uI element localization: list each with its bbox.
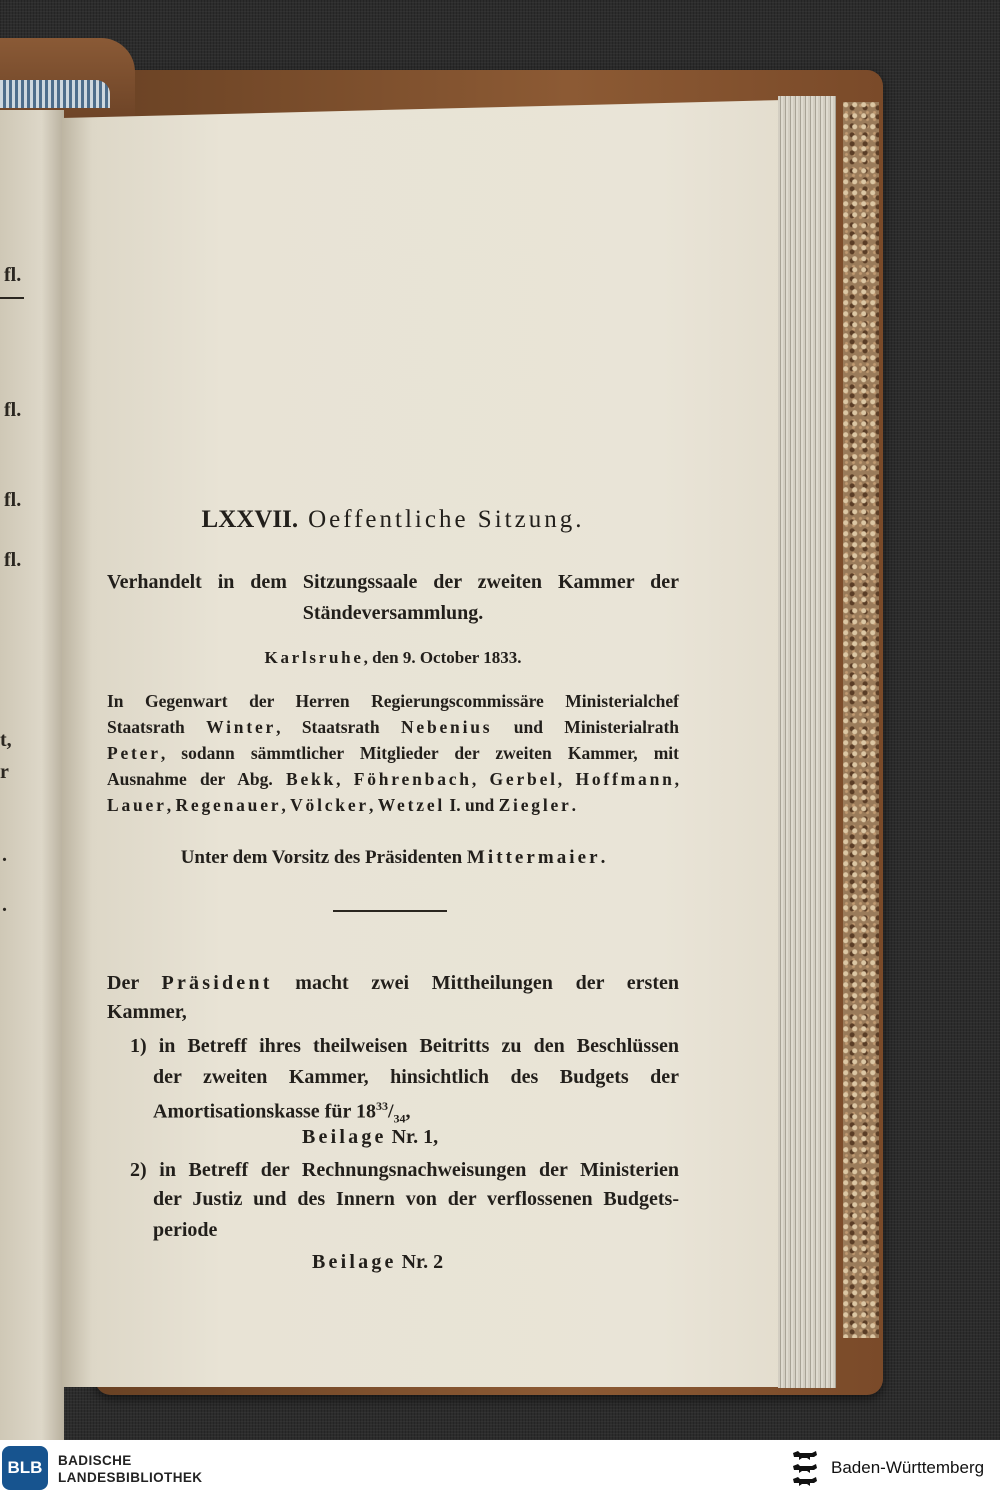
blb-logo: BLB [2, 1446, 48, 1490]
absent-name: Ziegler [498, 795, 572, 815]
place-date [107, 645, 679, 671]
attachment-word: Beilage [312, 1251, 397, 1273]
attendance-text: , sodann sämmtlicher Mitglieder der zweiten Kammer, mit [160, 743, 679, 763]
margin-mark: fl. [4, 549, 22, 571]
attendance-text: I. und [445, 795, 499, 815]
attendance-text: Ausnahme der Abg. [107, 769, 286, 789]
fund-text: Amortisationskasse für 18 [153, 1100, 376, 1123]
fund-year-sup: 33 [375, 1099, 388, 1113]
intro-text: macht zwei Mittheilungen der ersten [272, 972, 679, 994]
session-name: Oeffentliche Sitzung. [308, 506, 585, 533]
chair-line [107, 845, 679, 871]
state-name: Baden-Württemberg [831, 1458, 985, 1477]
attendance-text: , [166, 795, 176, 815]
intro-speaker: Präsident [161, 972, 273, 994]
attendance-text: , [336, 769, 354, 789]
institution-name-line-2: LANDESBIBLIOTHEK [58, 1470, 203, 1485]
fund-year-sep: / [387, 1100, 394, 1123]
absent-name: Gerbel [489, 769, 558, 789]
attendance-text: , [281, 795, 291, 815]
attendance-text: . [571, 795, 576, 815]
margin-mark: t, [0, 729, 12, 751]
margin-mark: fl. [4, 264, 22, 286]
institution-name-line-1: BADISCHE [58, 1453, 132, 1468]
margin-mark: fl. [4, 489, 22, 511]
attendance-text: In Gegenwart der Herren Regierungscommissäre Ministerialchef [107, 691, 679, 711]
margin-mark: fl. [4, 399, 22, 421]
margin-mark: r [0, 761, 9, 783]
absent-name: Hoffmann [575, 769, 675, 789]
absent-name: Föhrenbach [353, 769, 472, 789]
fund-year-sub: 34 [393, 1111, 406, 1126]
marbled-cover-edge [843, 102, 879, 1338]
absent-name: Regenauer [175, 795, 282, 815]
item-1-line: der zweiten Kammer, hinsichtlich des Budgets der [153, 1066, 679, 1088]
fund-end: , [405, 1100, 411, 1123]
margin-rule [0, 297, 24, 299]
page-edges [778, 96, 836, 1388]
session-number: LXXVII. [201, 506, 299, 533]
attendance-line [107, 688, 679, 714]
margin-mark: . [2, 844, 7, 866]
left-page [0, 110, 64, 1442]
place: Karlsruhe [264, 648, 364, 667]
attachment-word: Beilage [302, 1126, 387, 1148]
subtitle-line: Verhandelt in dem Sitzungssaale der zweiten Kammer der [107, 571, 679, 593]
item-2-line: periode [153, 1219, 218, 1241]
date: , den 9. October 1833. [363, 648, 522, 667]
attendee-name: Winter [206, 717, 277, 737]
attendee-name: Nebenius [400, 717, 493, 737]
intro-text: Der [107, 972, 162, 994]
attendance-line [107, 766, 679, 792]
attendance-line [107, 714, 679, 740]
attendance-text: , [471, 769, 490, 789]
absent-name: Bekk [285, 769, 337, 789]
attachment-number: Nr. 2 [396, 1251, 444, 1273]
chair-name: Mittermaier [466, 847, 601, 868]
attendance-text: , [368, 795, 378, 815]
attendance-text: und Ministerialrath [492, 717, 680, 737]
attendance-text: , [557, 769, 576, 789]
absent-name: Lauer [107, 795, 167, 815]
item-1-line: 1) in Betreff ihres theilweisen Beitritts zu den Beschlüssen [130, 1035, 679, 1057]
item-2-attachment [312, 1247, 443, 1277]
margin-mark: . [2, 894, 7, 916]
book-headband [0, 80, 110, 108]
chair-text: . [600, 847, 606, 868]
attachment-number: Nr. 1, [386, 1126, 439, 1148]
attendance-text: , Staatsrath [276, 717, 401, 737]
attendance-text: Staatsrath [107, 717, 207, 737]
section-divider [333, 910, 447, 912]
attendance-text: , [674, 769, 680, 789]
absent-name: Völcker [290, 795, 369, 815]
item-2-line: 2) in Betreff der Rechnungsnachweisungen der Ministerien [130, 1159, 679, 1181]
subtitle-line: Ständeversammlung. [302, 602, 484, 624]
item-2-line: der Justiz und des Innern von der verflossenen Budgets- [153, 1188, 679, 1210]
intro-line [107, 968, 679, 998]
item-1-attachment [302, 1122, 438, 1152]
attendee-name: Peter [107, 743, 161, 763]
absent-name: Wetzel [377, 795, 446, 815]
attendance-line [107, 792, 679, 818]
session-title [107, 503, 679, 537]
attendance-line [107, 740, 679, 766]
coat-of-arms-icon [790, 1449, 820, 1489]
intro-line: Kammer, [107, 1001, 187, 1023]
chair-text: Unter dem Vorsitz des Präsidenten [180, 847, 467, 868]
